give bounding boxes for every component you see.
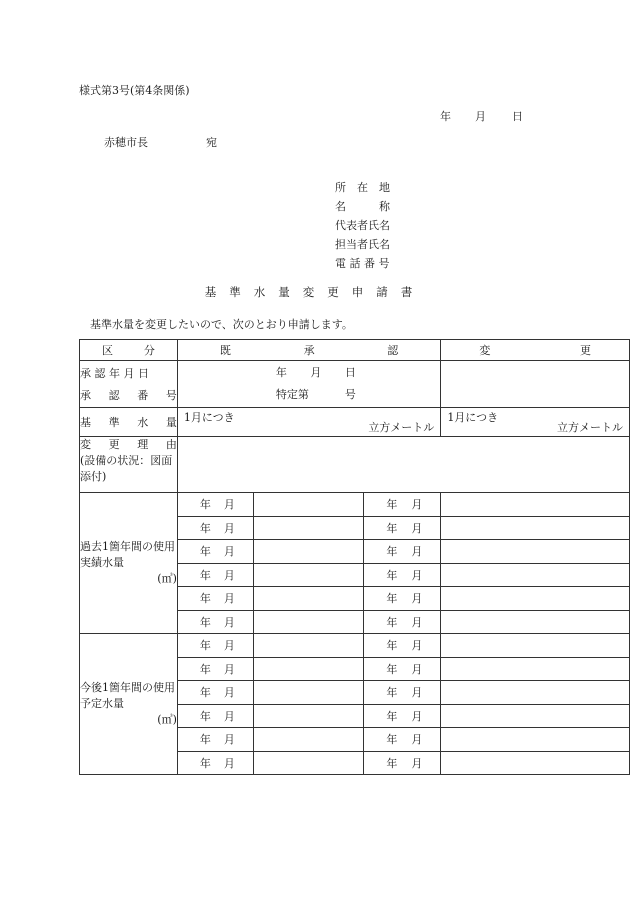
future-existing-value[interactable] xyxy=(253,728,364,752)
future-row xyxy=(80,634,630,658)
future-change-value[interactable] xyxy=(441,634,630,658)
past-existing-ym: 年 月 xyxy=(177,516,253,540)
past-existing-value[interactable] xyxy=(253,610,364,634)
date-line xyxy=(440,108,523,124)
future-existing-ym: 年 月 xyxy=(177,657,253,681)
future-existing-ym: 年 月 xyxy=(177,751,253,775)
base-volume-row xyxy=(80,408,630,437)
approval-number-label: 承 認 番 号 xyxy=(80,389,177,402)
header-category: 区 分 xyxy=(80,340,178,361)
future-existing-value[interactable] xyxy=(253,751,364,775)
future-existing-value[interactable] xyxy=(253,681,364,705)
future-existing-ym: 年 月 xyxy=(177,728,253,752)
changed-per-month: 1月につき xyxy=(447,411,499,424)
past-existing-ym: 年 月 xyxy=(177,563,253,587)
past-existing-ym: 年 月 xyxy=(177,610,253,634)
applicant-address-label: 所 在 地 xyxy=(335,181,390,194)
date-year: 年 xyxy=(440,110,451,123)
addressee-suffix: 宛 xyxy=(206,136,217,149)
base-volume-label: 基 準 水 量 xyxy=(80,408,178,437)
past-change-ym: 年 月 xyxy=(364,516,441,540)
past-change-ym: 年 月 xyxy=(364,610,441,634)
past-change-value[interactable] xyxy=(441,610,630,634)
past-usage-label: 過去1箇年間の使用実績水量 (㎥) xyxy=(80,493,178,634)
future-change-ym: 年 月 xyxy=(364,728,441,752)
future-change-ym: 年 月 xyxy=(364,704,441,728)
table-header-row xyxy=(80,340,630,361)
future-usage-label: 今後1箇年間の使用予定水量 (㎥) xyxy=(80,634,178,775)
future-change-ym: 年 月 xyxy=(364,751,441,775)
past-change-value[interactable] xyxy=(441,516,630,540)
header-existing-approval: 既 承 認 xyxy=(177,340,440,361)
applicant-representative-label: 代表者氏名 xyxy=(335,219,390,232)
application-table xyxy=(79,339,630,775)
past-existing-ym: 年 月 xyxy=(177,493,253,517)
future-existing-ym: 年 月 xyxy=(177,704,253,728)
future-change-value[interactable] xyxy=(441,681,630,705)
existing-cubic-meter: 立方メートル xyxy=(368,421,435,434)
change-reason-row xyxy=(80,437,630,493)
past-change-value[interactable] xyxy=(441,587,630,611)
date-month: 月 xyxy=(475,110,486,123)
past-existing-value[interactable] xyxy=(253,563,364,587)
date-day: 日 xyxy=(512,110,523,123)
past-row xyxy=(80,493,630,517)
past-change-value[interactable] xyxy=(441,540,630,564)
approval-date-value: 年 月 日 xyxy=(275,366,356,379)
applicant-phone-label: 電 話 番 号 xyxy=(335,257,390,270)
past-change-value[interactable] xyxy=(441,493,630,517)
header-change: 変 更 xyxy=(441,340,630,361)
changed-base-volume[interactable] xyxy=(441,408,630,437)
past-existing-ym: 年 月 xyxy=(177,540,253,564)
future-change-value[interactable] xyxy=(441,728,630,752)
approval-number-value: 特定第 号 xyxy=(275,388,356,401)
past-existing-value[interactable] xyxy=(253,516,364,540)
past-change-ym: 年 月 xyxy=(364,540,441,564)
future-change-value[interactable] xyxy=(441,751,630,775)
existing-base-volume[interactable] xyxy=(177,408,440,437)
approval-date-label: 承 認 年 月 日 xyxy=(80,367,149,380)
past-existing-ym: 年 月 xyxy=(177,587,253,611)
form-number: 様式第3号(第4条関係) xyxy=(79,84,190,97)
future-existing-ym: 年 月 xyxy=(177,681,253,705)
addressee xyxy=(104,134,217,150)
future-existing-value[interactable] xyxy=(253,704,364,728)
intro-text: 基準水量を変更したいので、次のとおり申請します。 xyxy=(90,318,353,331)
past-change-ym: 年 月 xyxy=(364,587,441,611)
approval-row xyxy=(80,361,630,408)
existing-per-month: 1月につき xyxy=(183,411,235,424)
addressee-name: 赤穂市長 xyxy=(104,136,148,149)
future-change-value[interactable] xyxy=(441,657,630,681)
future-existing-value[interactable] xyxy=(253,634,364,658)
future-change-ym: 年 月 xyxy=(364,681,441,705)
future-change-value[interactable] xyxy=(441,704,630,728)
past-existing-value[interactable] xyxy=(253,540,364,564)
past-change-ym: 年 月 xyxy=(364,493,441,517)
future-change-ym: 年 月 xyxy=(364,634,441,658)
future-existing-ym: 年 月 xyxy=(177,634,253,658)
change-reason-label: 変 更 理 由 (設備の状況：図面添付) xyxy=(80,437,178,493)
past-existing-value[interactable] xyxy=(253,493,364,517)
future-change-ym: 年 月 xyxy=(364,657,441,681)
change-approval-cell[interactable] xyxy=(441,361,630,408)
document-title: 基準水量変更申請書 xyxy=(204,285,426,299)
change-reason-input[interactable] xyxy=(177,437,629,493)
past-change-value[interactable] xyxy=(441,563,630,587)
applicant-name-label: 名 称 xyxy=(335,200,390,213)
approval-values[interactable] xyxy=(177,361,440,408)
past-change-ym: 年 月 xyxy=(364,563,441,587)
applicant-contact-label: 担当者氏名 xyxy=(335,238,390,251)
applicant-block xyxy=(335,178,390,273)
changed-cubic-meter: 立方メートル xyxy=(557,421,623,434)
past-existing-value[interactable] xyxy=(253,587,364,611)
future-existing-value[interactable] xyxy=(253,657,364,681)
approval-labels xyxy=(80,361,178,408)
